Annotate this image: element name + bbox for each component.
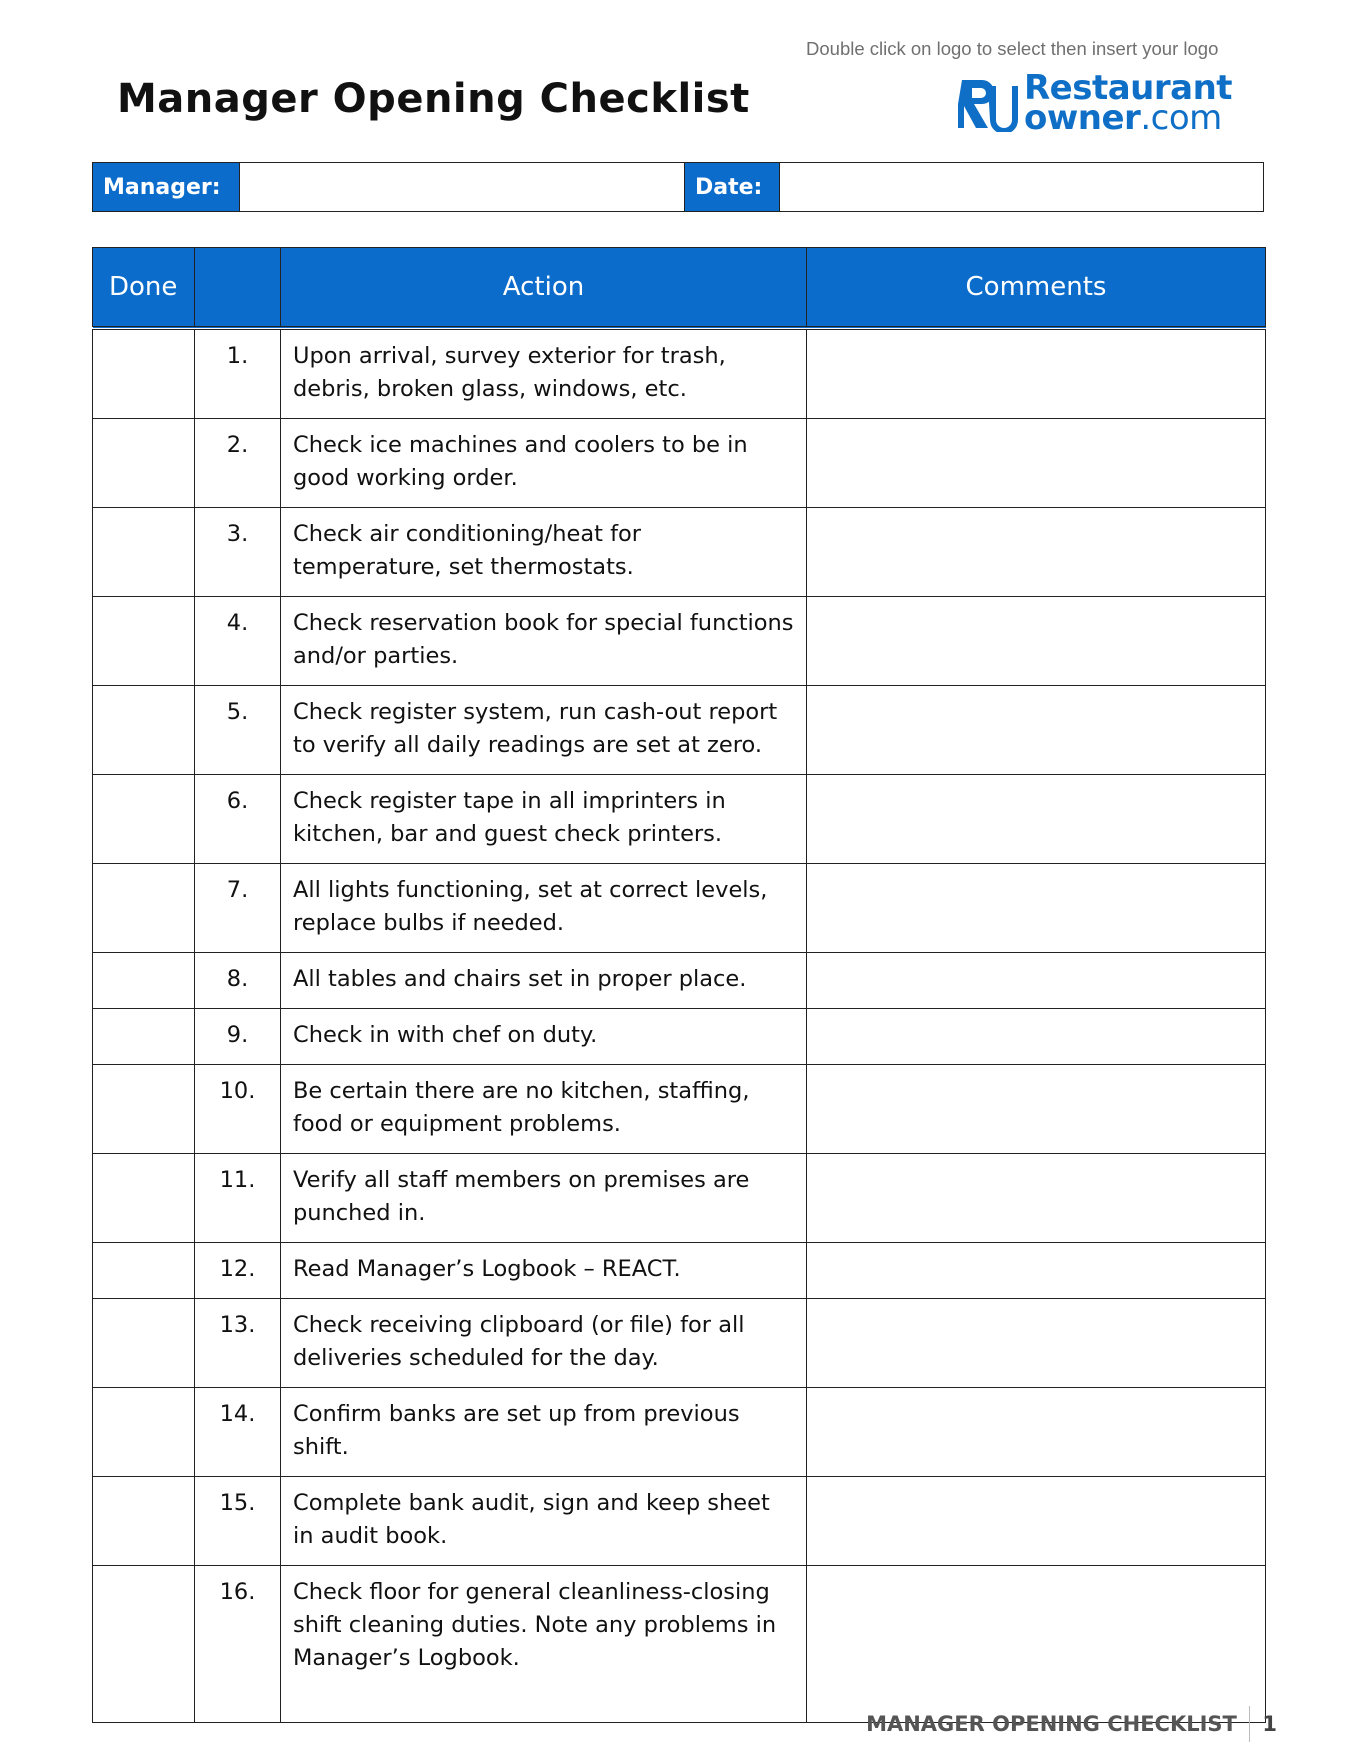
manager-date-bar [92,162,1264,212]
done-checkbox-cell[interactable] [93,1477,195,1566]
action-text: All lights functioning, set at correct levels, replace bulbs if needed. [281,864,807,953]
item-number: 3. [195,508,281,597]
logo-hint-text: Double click on logo to select then insert your logo [806,38,1219,59]
comment-field[interactable] [807,686,1266,775]
item-number: 5. [195,686,281,775]
column-header-number [195,248,281,329]
item-number: 8. [195,953,281,1009]
table-row [93,1243,1266,1299]
logo-wordmark-tld: .com [1140,98,1222,138]
comment-field[interactable] [807,1065,1266,1154]
done-checkbox-cell[interactable] [93,1299,195,1388]
comment-field[interactable] [807,597,1266,686]
table-row [93,1477,1266,1566]
logo-wordmark-line2 [1024,98,1222,138]
done-checkbox-cell[interactable] [93,775,195,864]
action-text: Check in with chef on duty. [281,1009,807,1065]
action-text: Check register tape in all imprinters in kitchen, bar and guest check printers. [281,775,807,864]
item-number: 10. [195,1065,281,1154]
ro-logo-icon [958,76,1018,132]
comment-field[interactable] [807,1299,1266,1388]
comment-field[interactable] [807,1566,1266,1723]
page-footer [866,1706,1277,1742]
done-checkbox-cell[interactable] [93,864,195,953]
table-row [93,1154,1266,1243]
done-checkbox-cell[interactable] [93,1566,195,1723]
table-row [93,1065,1266,1154]
done-checkbox-cell[interactable] [93,1154,195,1243]
item-number: 15. [195,1477,281,1566]
table-row [93,1009,1266,1065]
done-checkbox-cell[interactable] [93,1388,195,1477]
manager-field[interactable] [239,163,685,211]
table-row [93,508,1266,597]
action-text: Be certain there are no kitchen, staffing, food or equipment problems. [281,1065,807,1154]
done-checkbox-cell[interactable] [93,508,195,597]
table-row [93,1299,1266,1388]
comment-field[interactable] [807,953,1266,1009]
comment-field[interactable] [807,775,1266,864]
done-checkbox-cell[interactable] [93,597,195,686]
comment-field[interactable] [807,864,1266,953]
done-checkbox-cell[interactable] [93,1065,195,1154]
footer-document-name: MANAGER OPENING CHECKLIST [866,1712,1237,1736]
page-title: Manager Opening Checklist [117,76,750,122]
action-text: Check register system, run cash-out report to verify all daily readings are set at zero. [281,686,807,775]
action-text: Read Manager’s Logbook – REACT. [281,1243,807,1299]
table-row [93,953,1266,1009]
action-text: Upon arrival, survey exterior for trash, debris, broken glass, windows, etc. [281,328,807,419]
item-number: 9. [195,1009,281,1065]
item-number: 14. [195,1388,281,1477]
opening-checklist-table [92,247,1266,1723]
item-number: 7. [195,864,281,953]
logo-wordmark-owner: owner [1024,98,1141,138]
comment-field[interactable] [807,1243,1266,1299]
action-text: Check ice machines and coolers to be in good working order. [281,419,807,508]
done-checkbox-cell[interactable] [93,953,195,1009]
comment-field[interactable] [807,1477,1266,1566]
table-row [93,1388,1266,1477]
item-number: 2. [195,419,281,508]
company-logo[interactable] [958,68,1233,138]
item-number: 12. [195,1243,281,1299]
column-header-done: Done [93,248,195,329]
table-row [93,775,1266,864]
item-number: 6. [195,775,281,864]
action-text: Check floor for general cleanliness-closing shift cleaning duties. Note any problems in Manager’s Logbook. [281,1566,807,1723]
column-header-comments: Comments [807,248,1266,329]
date-label: Date: [685,163,779,211]
manager-label: Manager: [93,163,239,211]
action-text: Check receiving clipboard (or file) for all deliveries scheduled for the day. [281,1299,807,1388]
date-field[interactable] [779,163,1263,211]
table-row [93,419,1266,508]
action-text: Check reservation book for special functions and/or parties. [281,597,807,686]
logo-wordmark-line1: Restaurant [1024,68,1233,108]
done-checkbox-cell[interactable] [93,686,195,775]
comment-field[interactable] [807,1388,1266,1477]
action-text: Verify all staff members on premises are punched in. [281,1154,807,1243]
table-row [93,1566,1266,1723]
done-checkbox-cell[interactable] [93,1243,195,1299]
comment-field[interactable] [807,1009,1266,1065]
comment-field[interactable] [807,1154,1266,1243]
comment-field[interactable] [807,328,1266,419]
item-number: 11. [195,1154,281,1243]
footer-divider [1249,1706,1251,1742]
item-number: 16. [195,1566,281,1723]
action-text: All tables and chairs set in proper place. [281,953,807,1009]
item-number: 13. [195,1299,281,1388]
table-row [93,686,1266,775]
done-checkbox-cell[interactable] [93,419,195,508]
page-number: 1 [1262,1712,1277,1736]
action-text: Confirm banks are set up from previous shift. [281,1388,807,1477]
table-row [93,597,1266,686]
column-header-action: Action [281,248,807,329]
comment-field[interactable] [807,419,1266,508]
comment-field[interactable] [807,508,1266,597]
done-checkbox-cell[interactable] [93,328,195,419]
done-checkbox-cell[interactable] [93,1009,195,1065]
action-text: Complete bank audit, sign and keep sheet in audit book. [281,1477,807,1566]
item-number: 4. [195,597,281,686]
action-text: Check air conditioning/heat for temperature, set thermostats. [281,508,807,597]
table-header-row [93,248,1266,329]
table-row [93,328,1266,419]
table-row [93,864,1266,953]
item-number: 1. [195,328,281,419]
